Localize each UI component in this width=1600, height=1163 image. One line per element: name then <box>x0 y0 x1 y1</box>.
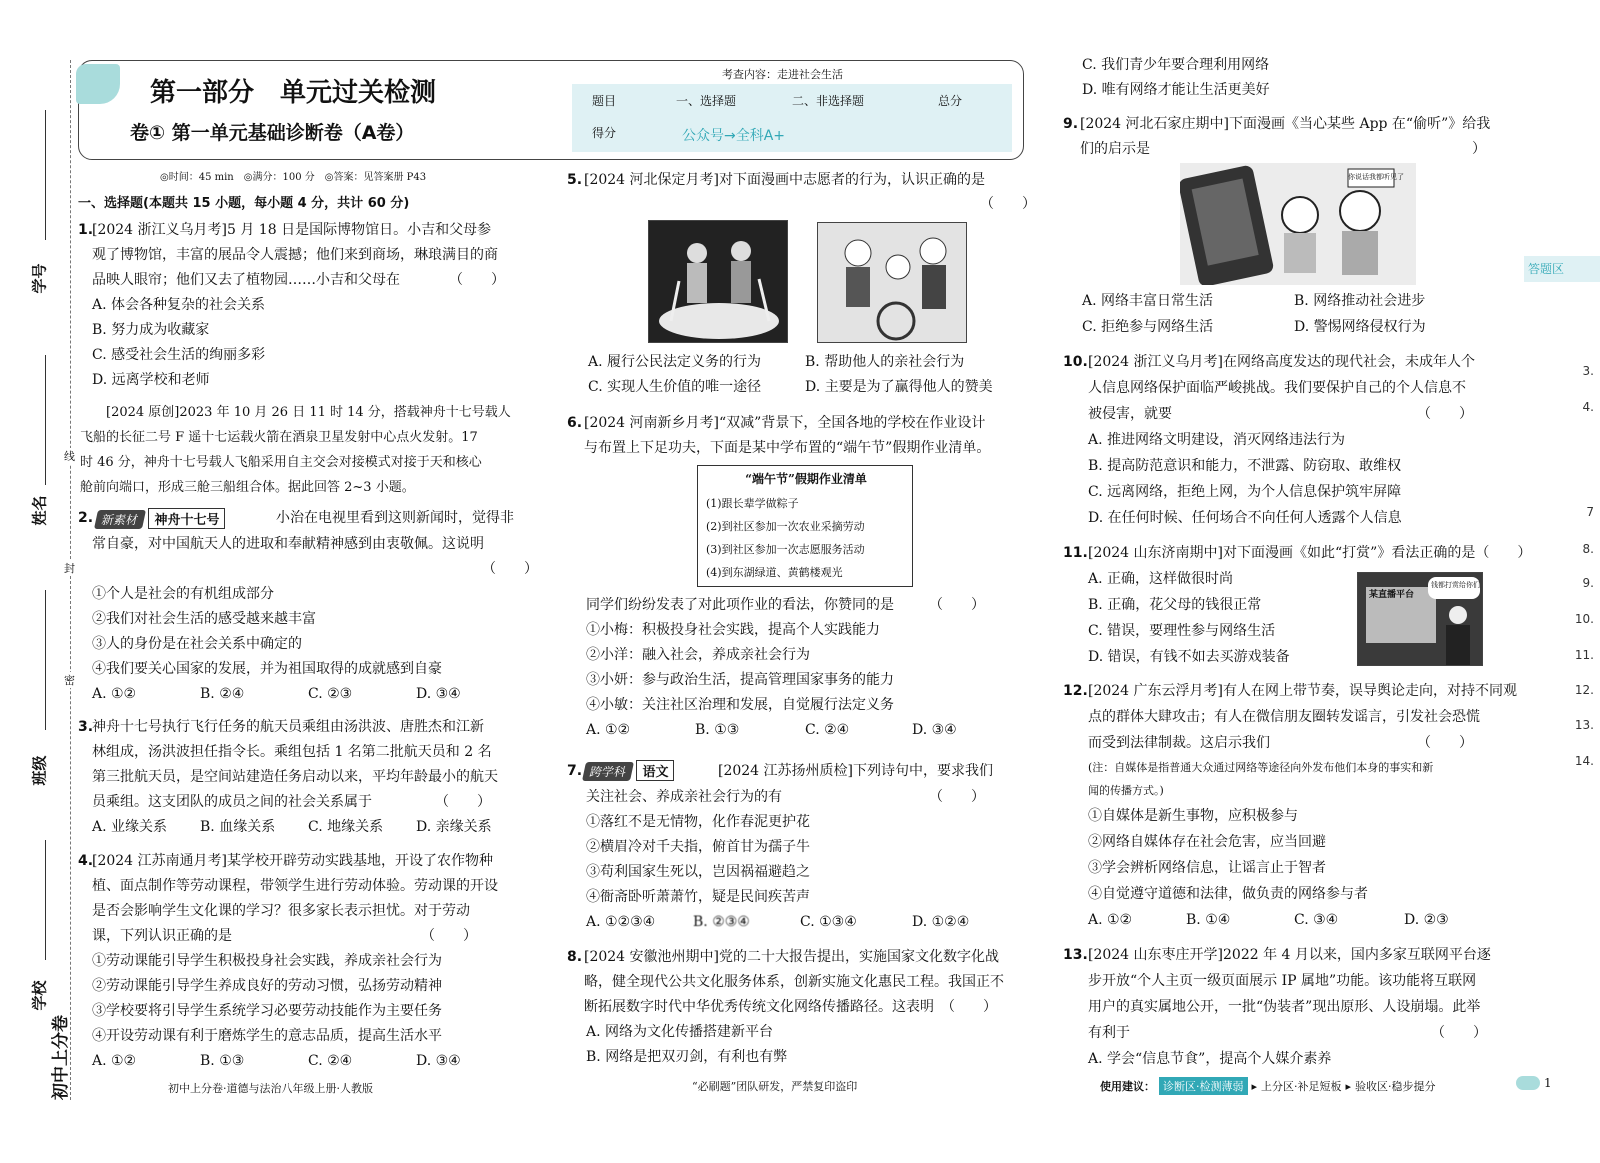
q7-number: 7. <box>567 763 583 779</box>
topic-tag: 神舟十七号 <box>148 508 225 529</box>
q13-stem: 用户的真实属地公开，一批“伪装者”现出原形、人设崩塌。此举 <box>1088 999 1481 1015</box>
q6-stem: 同学们纷纷发表了对此项作业的看法，你赞同的是 （ ） <box>586 597 985 613</box>
q3-choice[interactable]: D. 亲缘关系 <box>416 819 492 835</box>
q10-option[interactable]: C. 远离网络，拒绝上网，为个人信息保护筑牢屏障 <box>1088 484 1402 500</box>
margin-write-line <box>45 355 46 485</box>
q9-option[interactable]: C. 拒绝参与网络生活 <box>1082 319 1214 335</box>
q6-choice[interactable]: C. ②④ <box>805 722 850 738</box>
q9-number: 9. <box>1063 116 1079 132</box>
q11-option[interactable]: C. 错误，要理性参与网络生活 <box>1088 623 1276 639</box>
score-header-cell: 题目 <box>592 94 617 108</box>
q13-option[interactable]: A. 学会“信息节食”，提高个人媒介素养 <box>1088 1051 1332 1067</box>
margin-label-class: 班级 <box>30 755 49 786</box>
q3-stem: 林组成，汤洪波担任指令长。乘组包括 1 名第二批航天员和 2 名 <box>92 744 492 760</box>
q9-stem: [2024 河北石家庄期中]下面漫画《当心某些 App 在“偷听”》给我 <box>1080 116 1491 132</box>
q11-number: 11. <box>1063 545 1088 561</box>
q10-stem: 被侵害，就要 （ ） <box>1088 406 1473 422</box>
margin-write-line <box>45 840 46 960</box>
score-table <box>572 84 1012 152</box>
margin-write-line <box>45 590 46 730</box>
q1-stem: [2024 浙江义乌月考]5 月 18 日是国际博物馆日。小吉和父母参 <box>92 222 492 238</box>
q12-choice[interactable]: B. ①④ <box>1186 912 1231 928</box>
q4-stem: 植、面点制作等劳动课程，带领学生进行劳动体验。劳动课的开设 <box>92 878 498 894</box>
q1-option[interactable]: A. 体会各种复杂的社会关系 <box>92 297 266 313</box>
usage-step-improve[interactable]: 上分区·补足短板 <box>1261 1080 1342 1093</box>
q12-item: ④自觉遵守道德和法律，做负责的网络参与者 <box>1088 886 1368 902</box>
q7-item: ④衙斋卧听萧萧竹，疑是民间疾苦声 <box>586 889 810 905</box>
q5-option[interactable]: C. 实现人生价值的唯一途径 <box>588 379 762 395</box>
page-badge <box>1516 1076 1540 1090</box>
brand-logo: 初中上分卷 <box>51 1015 71 1100</box>
q7-item: ②横眉冷对千夫指，俯首甘为孺子牛 <box>586 839 810 855</box>
q12-choice[interactable]: D. ②③ <box>1404 912 1449 928</box>
watermark-text: 公众号→全科A+ <box>682 128 786 144</box>
q2-choice[interactable]: C. ②③ <box>308 686 353 702</box>
q3-choice[interactable]: C. 地缘关系 <box>308 819 384 835</box>
arrow-icon: ▸ <box>1345 1079 1352 1093</box>
q10-option[interactable]: A. 推进网络文明建设，消灭网络违法行为 <box>1088 432 1346 448</box>
q12-item: ②网络自媒体存在社会危害，应当回避 <box>1088 834 1326 850</box>
q6-choice[interactable]: D. ③④ <box>912 722 957 738</box>
usage-label: 使用建议： <box>1100 1080 1155 1093</box>
score-label: 得分 <box>592 126 617 140</box>
q10-option[interactable]: D. 在任何时候、任何场合不向任何人透露个人信息 <box>1088 510 1402 526</box>
q7-stem: [2024 江苏扬州质检]下列诗句中，要求我们 <box>718 763 994 779</box>
q10-stem: [2024 浙江义乌月考]在网络高度发达的现代社会，未成年人个 <box>1088 354 1476 370</box>
q4-choice[interactable]: A. ①② <box>92 1053 137 1069</box>
side-answer-number: 7 <box>1586 505 1594 519</box>
footer-middle: “必刷题”团队研发，严禁复印盗印 <box>692 1080 858 1093</box>
q11-option[interactable]: A. 正确，这样做很时尚 <box>1088 571 1234 587</box>
q1-stem: 品映人眼帘；他们又去了植物园……小吉和父母在 （ ） <box>92 272 505 288</box>
q2-number: 2. <box>78 510 94 526</box>
q8-stem: 断拓展数字时代中华优秀传统文化网络传播路径。这表明 （ ） <box>584 999 997 1015</box>
q3-choice[interactable]: A. 业缘关系 <box>92 819 168 835</box>
answer-area-tab[interactable]: 答题区 <box>1524 256 1600 282</box>
q6-stem: 与布置上下足功夫，下面是某中学布置的“端午节”假期作业清单。 <box>584 440 991 456</box>
q12-item: ③学会辨析网络信息，让谣言止于智者 <box>1088 860 1326 876</box>
q3-stem: 神舟十七号执行飞行任务的航天员乘组由汤洪波、唐胜杰和江新 <box>92 719 484 735</box>
q7-item: ③苟利国家生死以，岂因祸福避趋之 <box>586 864 810 880</box>
q4-choice[interactable]: D. ③④ <box>416 1053 461 1069</box>
margin-label-school: 学校 <box>30 980 49 1011</box>
q12-note: 闻的传播方式。) <box>1088 784 1164 797</box>
q7-choice[interactable]: A. ①②③④ <box>586 914 656 930</box>
exam-meta: ◎时间：45 min ◎满分：100 分 ◎答案：见答案册 P43 <box>160 172 427 183</box>
homework-item: (2)到社区参加一次农业采摘劳动 <box>706 520 865 533</box>
q2-stem: 常自豪，对中国航天人的进取和奉献精神感到由衷敬佩。这说明 <box>92 536 484 552</box>
homework-item: (1)跟长辈学做粽子 <box>706 497 799 510</box>
q2-choice[interactable]: A. ①② <box>92 686 137 702</box>
q7-item: ①落红不是无情物，化作春泥更护花 <box>586 814 810 830</box>
q13-stem: [2024 山东枣庄开学]2022 年 4 月以来，国内多家互联网平台逐 <box>1088 947 1491 963</box>
volunteer-cleaning-cartoon <box>648 220 788 343</box>
side-answer-number: 11. <box>1574 648 1594 662</box>
side-answer-number: 10. <box>1574 612 1594 626</box>
q1-number: 1. <box>78 222 94 238</box>
usage-step-accept[interactable]: 验收区·稳步提分 <box>1355 1080 1436 1093</box>
q8-number: 8. <box>567 949 583 965</box>
side-answer-number: 12. <box>1574 683 1594 697</box>
q2-item: ③人的身份是在社会关系中确定的 <box>92 636 302 652</box>
homework-list-box <box>697 465 913 587</box>
q4-item: ①劳动课能引导学生积极投身社会实践，养成亲社会行为 <box>92 953 442 969</box>
screen-caption: 某直播平台 <box>1369 590 1415 600</box>
q7-choice[interactable]: D. ①②④ <box>912 914 970 930</box>
homework-item: (3)到社区参加一次志愿服务活动 <box>706 543 865 556</box>
q7-choice[interactable]: C. ①③④ <box>800 914 857 930</box>
q7-choice[interactable]: B. ②③④ <box>693 914 750 930</box>
q1-option[interactable]: B. 努力成为收藏家 <box>92 322 210 338</box>
q6-number: 6. <box>567 415 583 431</box>
q6-choice[interactable]: A. ①② <box>586 722 631 738</box>
q3-stem: 第三批航天员，是空间站建造任务启动以来，平均年龄最小的航天 <box>92 769 498 785</box>
speech-bubble <box>1428 577 1480 599</box>
q3-stem: 员乘组。这支团队的成员之间的社会关系属于 （ ） <box>92 794 491 810</box>
material-text: 飞船的长征二号 F 遥十七运载火箭在酒泉卫星发射中心点火发射。17 <box>80 430 478 445</box>
q5-option[interactable]: A. 履行公民法定义务的行为 <box>588 354 762 370</box>
q5-number: 5. <box>567 172 583 188</box>
q4-choice[interactable]: B. ①③ <box>200 1053 245 1069</box>
q12-stem: [2024 广东云浮月考]有人在网上带节奏，误导舆论走向，对持不同观 <box>1088 683 1518 699</box>
cut-mark: 封 <box>64 562 75 575</box>
q13-number: 13. <box>1063 947 1088 963</box>
q13-stem: 有利于 （ ） <box>1088 1025 1487 1041</box>
q12-choice[interactable]: A. ①② <box>1088 912 1133 928</box>
section-heading: 一、选择题(本题共 15 小题，每小题 4 分，共计 60 分) <box>78 196 410 211</box>
q2-stem: 小治在电视里看到这则新闻时，觉得非 <box>276 510 514 526</box>
q5-stem: [2024 河北保定月考]对下面漫画中志愿者的行为，认识正确的是 <box>584 172 986 188</box>
q2-answer-paren[interactable]: （ ） <box>482 561 538 577</box>
q1-stem: 观了博物馆，丰富的展品令人震撼；他们来到商场，琳琅满目的商 <box>92 247 498 263</box>
q1-option[interactable]: C. 感受社会生活的绚丽多彩 <box>92 347 266 363</box>
homework-list-title: “端午节”假期作业清单 <box>745 472 867 486</box>
helping-illustration <box>818 223 967 343</box>
side-answer-number: 4. <box>1582 400 1594 414</box>
q13-stem: 步开放“个人主页一级页面展示 IP 属地”功能。该功能将互联网 <box>1088 973 1477 989</box>
page-number: 1 <box>1544 1076 1552 1090</box>
q10-stem: 人信息网络保护面临严峻挑战。我们要保护自己的个人信息不 <box>1088 380 1466 396</box>
part-title: 第一部分 单元过关检测 <box>150 78 437 108</box>
q9-option[interactable]: A. 网络丰富日常生活 <box>1082 293 1214 309</box>
q8-option[interactable]: A. 网络为文化传播搭建新平台 <box>586 1024 774 1040</box>
side-answer-number: 14. <box>1574 754 1594 768</box>
q6-item: ③小妍：参与政治生活，提高管理国家事务的能力 <box>586 672 894 688</box>
bubble-text: 钱都打赏给你们 <box>1431 581 1480 589</box>
q10-number: 10. <box>1063 354 1088 370</box>
q8-stem: [2024 安徽池州期中]党的二十大报告提出，实施国家文化数字化战 <box>584 949 1000 965</box>
q6-item: ②小洋：融入社会，养成亲社会行为 <box>586 647 810 663</box>
q11-option[interactable]: B. 正确，花父母的钱很正常 <box>1088 597 1262 613</box>
cut-line <box>70 60 71 1100</box>
livestream-screen <box>1366 587 1436 643</box>
app-eavesdrop-cartoon <box>1180 163 1416 285</box>
usage-suggestion-bar <box>1100 1076 1436 1096</box>
q2-item: ①个人是社会的有机组成部分 <box>92 586 274 602</box>
score-header-cell: 一、选择题 <box>676 94 737 108</box>
homework-item: (4)到东湖绿道、黄鹤楼观光 <box>706 566 843 579</box>
cut-mark: 密 <box>64 674 75 687</box>
q4-item: ③学校要将引导学生系统学习必要劳动技能作为主要任务 <box>92 1003 442 1019</box>
q7-stem: 关注社会、养成亲社会行为的有 （ ） <box>586 789 985 805</box>
margin-label-name: 姓名 <box>30 495 49 526</box>
q4-stem: 课，下列认识正确的是 （ ） <box>92 928 477 944</box>
q2-choice[interactable]: B. ②④ <box>200 686 245 702</box>
q11-option[interactable]: D. 错误，有钱不如去买游戏装备 <box>1088 649 1290 665</box>
side-answer-number: 9. <box>1582 576 1594 590</box>
q9-stem: 们的启示是 ） <box>1080 141 1486 157</box>
q4-number: 4. <box>78 853 94 869</box>
q4-stem: 是否会影响学生文化课的学习？很多家长表示担忧。对于劳动 <box>92 903 470 919</box>
q11-stem: [2024 山东济南期中]对下面漫画《如此“打赏”》看法正确的是（ ） <box>1088 545 1532 561</box>
q5-option[interactable]: B. 帮助他人的亲社会行为 <box>805 354 965 370</box>
material-text: 舱前向端口，形成三舱三船组合体。据此回答 2~3 小题。 <box>80 480 415 495</box>
q5-answer-paren[interactable]: （ ） <box>980 196 1036 212</box>
q2-tags <box>96 508 225 529</box>
q4-item: ②劳动课能引导学生养成良好的劳动习惯，弘扬劳动精神 <box>92 978 442 994</box>
side-answer-number: 13. <box>1574 718 1594 732</box>
q1-option[interactable]: D. 远离学校和老师 <box>92 372 210 388</box>
q9-option[interactable]: D. 警惕网络侵权行为 <box>1294 319 1426 335</box>
q12-number: 12. <box>1063 683 1088 699</box>
q8-option[interactable]: C. 我们青少年要合理利用网络 <box>1082 57 1270 73</box>
paper-title: 卷① 第一单元基础诊断卷（A卷） <box>130 122 415 144</box>
q4-item: ④开设劳动课有利于磨炼学生的意志品质，提高生活水平 <box>92 1028 442 1044</box>
q3-number: 3. <box>78 719 94 735</box>
cleaning-illustration <box>649 221 788 343</box>
q7-tags <box>584 760 674 781</box>
arrow-icon: ▸ <box>1251 1079 1258 1093</box>
tipping-cartoon <box>1357 572 1483 666</box>
cross-subject-tag: 跨学科 <box>582 762 634 781</box>
corner-decoration <box>76 64 120 104</box>
q2-choice[interactable]: D. ③④ <box>416 686 461 702</box>
footer-left: 初中上分卷·道德与法治八年级上册·人教版 <box>168 1082 373 1095</box>
q4-stem: [2024 江苏南通月考]某学校开辟劳动实践基地，开设了农作物种 <box>92 853 494 869</box>
margin-write-line <box>45 110 46 240</box>
q6-stem: [2024 河南新乡月考]“双减”背景下，全国各地的学校在作业设计 <box>584 415 986 431</box>
q12-stem: 而受到法律制裁。这启示我们 （ ） <box>1088 735 1473 751</box>
score-header-cell: 二、非选择题 <box>792 94 865 108</box>
q10-option[interactable]: B. 提高防范意识和能力，不泄露、防窃取、敢维权 <box>1088 458 1402 474</box>
side-answer-number: 3. <box>1582 364 1594 378</box>
new-material-tag: 新素材 <box>94 510 146 529</box>
cut-mark: 线 <box>64 450 75 463</box>
material-text: 时 46 分，神舟十七号载人飞船采用自主交会对接模式对接于天和核心 <box>80 455 482 470</box>
q2-item: ④我们要关心国家的发展，并为祖国取得的成就感到自豪 <box>92 661 442 677</box>
usage-step-diagnose[interactable]: 诊断区·检测薄弱 <box>1159 1077 1248 1095</box>
q12-note: (注：自媒体是指普通大众通过网络等途径向外发布他们本身的事实和新 <box>1088 761 1434 774</box>
q3-choice[interactable]: B. 血缘关系 <box>200 819 276 835</box>
q9-option[interactable]: B. 网络推动社会进步 <box>1294 293 1426 309</box>
q12-stem: 点的群体大肆攻击；有人在微信朋友圈转发谣言，引发社会恐慌 <box>1088 709 1480 725</box>
q9-speech-bubble: 你说话我都听见了 <box>1348 173 1404 181</box>
margin-label-id: 学号 <box>30 263 49 294</box>
q6-item: ④小敏：关注社区治理和发展，自觉履行法定义务 <box>586 697 894 713</box>
subject-tag: 语文 <box>636 760 674 781</box>
person-figure <box>1438 603 1478 666</box>
material-text: [2024 原创]2023 年 10 月 26 日 11 时 14 分，搭载神舟十七号载人 <box>106 405 511 420</box>
q2-item: ②我们对社会生活的感受越来越丰富 <box>92 611 316 627</box>
q6-choice[interactable]: B. ①③ <box>695 722 740 738</box>
q4-choice[interactable]: C. ②④ <box>308 1053 353 1069</box>
q8-stem: 略，健全现代公共文化服务体系，创新实施文化惠民工程。我国正不 <box>584 974 1004 990</box>
q6-item: ①小梅：积极投身社会实践，提高个人实践能力 <box>586 622 880 638</box>
q5-option[interactable]: D. 主要是为了赢得他人的赞美 <box>805 379 993 395</box>
score-header-cell: 总分 <box>938 94 963 108</box>
scope-label: 考查内容：走进社会生活 <box>722 68 843 81</box>
side-answer-number: 8. <box>1582 542 1594 556</box>
q8-option[interactable]: B. 网络是把双刃剑，有利也有弊 <box>586 1049 788 1065</box>
q12-choice[interactable]: C. ③④ <box>1294 912 1339 928</box>
volunteer-helping-cartoon <box>817 222 967 343</box>
q12-item: ①自媒体是新生事物，应积极参与 <box>1088 808 1298 824</box>
q8-option[interactable]: D. 唯有网络才能让生活更美好 <box>1082 82 1270 98</box>
